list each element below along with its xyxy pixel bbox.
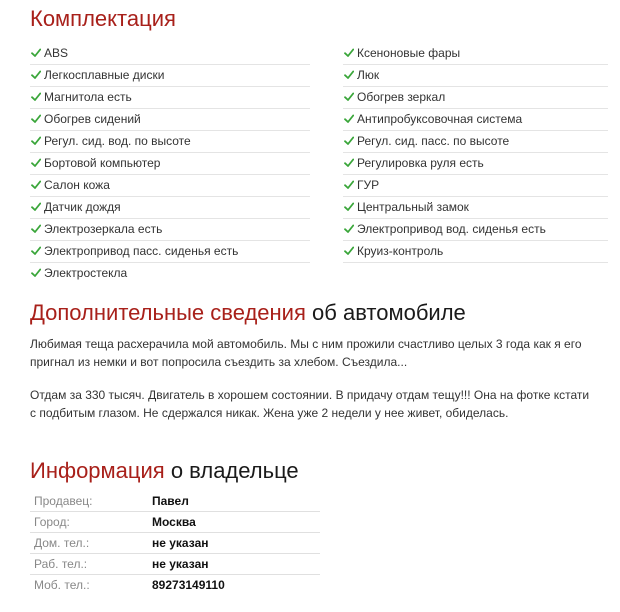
checkmark-icon	[344, 158, 354, 168]
equipment-item-label: Легкосплавные диски	[44, 68, 165, 82]
equipment-item-label: Обогрев сидений	[44, 112, 141, 126]
owner-info-table	[30, 491, 320, 595]
description-paragraph-2: Отдам за 330 тысяч. Двигатель в хорошем состоянии. В придачу отдам тещу!!! Она на фотке кстати с подбитым глазом. Не сдержался никак. Жена уже 2 недели у нее живет, обиделась.	[30, 388, 590, 420]
checkmark-icon	[344, 224, 354, 234]
owner-info-row	[30, 575, 320, 595]
owner-info-row	[30, 554, 320, 575]
checkmark-icon	[31, 136, 41, 146]
owner-info-row	[30, 491, 320, 512]
checkmark-icon	[31, 180, 41, 190]
checkmark-icon	[344, 48, 354, 58]
equipment-item-label: ABS	[44, 46, 69, 60]
equipment-item	[30, 175, 310, 197]
checkmark-icon	[344, 92, 354, 102]
checkmark-icon	[344, 246, 354, 256]
owner-info-row	[30, 512, 320, 533]
equipment-item	[30, 109, 310, 131]
equipment-item-label: Магнитола есть	[44, 90, 132, 104]
additional-info-title	[30, 300, 466, 326]
description-paragraph-1: Любимая теща расхерачила мой автомобиль. Мы с ним прожили счастливо целых 3 года как я его пригнал из немки и вот попросила съездить за хлебом. Съездила...	[30, 337, 582, 369]
checkmark-icon	[31, 158, 41, 168]
equipment-item-label: Ксеноновые фары	[357, 46, 461, 60]
equipment-item	[343, 219, 608, 241]
checkmark-icon	[31, 92, 41, 102]
equipment-title: Комплектация	[30, 6, 176, 31]
equipment-item-label: Обогрев зеркал	[357, 90, 446, 104]
checkmark-icon	[344, 114, 354, 124]
owner-info-value: 89273149110	[152, 578, 225, 592]
equipment-item	[343, 65, 608, 87]
equipment-column-left	[30, 43, 310, 284]
owner-info-value: не указан	[152, 557, 209, 571]
owner-info-title-main: Информация	[30, 458, 165, 483]
owner-info-title-suffix: о владельце	[170, 458, 299, 483]
equipment-item	[343, 153, 608, 175]
checkmark-icon	[31, 202, 41, 212]
equipment-item-label: Датчик дождя	[44, 200, 121, 214]
equipment-item-label: ГУР	[357, 178, 380, 192]
checkmark-icon	[31, 224, 41, 234]
equipment-item	[343, 197, 608, 219]
owner-info-title	[30, 458, 299, 484]
equipment-item-label: Электропривод вод. сиденья есть	[357, 222, 546, 236]
owner-info-label: Раб. тел.:	[34, 557, 88, 571]
equipment-item-label: Антипробуксовочная система	[357, 112, 523, 126]
checkmark-icon	[344, 136, 354, 146]
checkmark-icon	[31, 268, 41, 278]
owner-info-label: Продавец:	[34, 494, 93, 508]
equipment-column-right	[343, 43, 608, 284]
checkmark-icon	[31, 70, 41, 80]
checkmark-icon	[31, 48, 41, 58]
additional-info-title-suffix: об автомобиле	[312, 300, 466, 325]
equipment-item-label: Электрозеркала есть	[44, 222, 163, 236]
equipment-item-label: Регулировка руля есть	[357, 156, 484, 170]
checkmark-icon	[31, 246, 41, 256]
owner-info-value: Павел	[152, 494, 189, 508]
owner-info-label: Дом. тел.:	[34, 536, 90, 550]
equipment-item-label: Бортовой компьютер	[44, 156, 161, 170]
equipment-item	[30, 153, 310, 175]
equipment-item	[30, 197, 310, 219]
equipment-item	[30, 43, 310, 65]
equipment-item	[343, 175, 608, 197]
owner-info-row	[30, 533, 320, 554]
equipment-item	[30, 131, 310, 153]
equipment-item-label: Салон кожа	[44, 178, 110, 192]
checkmark-icon	[31, 114, 41, 124]
equipment-item-label: Круиз-контроль	[357, 244, 444, 258]
equipment-item	[343, 241, 608, 263]
equipment-item	[343, 109, 608, 131]
equipment-item	[30, 65, 310, 87]
equipment-item	[30, 263, 310, 284]
equipment-item	[343, 131, 608, 153]
checkmark-icon	[344, 180, 354, 190]
equipment-item	[30, 87, 310, 109]
owner-info-label: Город:	[34, 515, 70, 529]
checkmark-icon	[344, 70, 354, 80]
equipment-list	[30, 43, 608, 284]
owner-info-value: Москва	[152, 515, 196, 529]
equipment-item	[343, 43, 608, 65]
owner-info-label: Моб. тел.:	[34, 578, 90, 592]
equipment-item-label: Люк	[357, 68, 380, 82]
equipment-item	[30, 241, 310, 263]
equipment-item-label: Регул. сид. пасс. по высоте	[357, 134, 510, 148]
additional-info-title-main: Дополнительные сведения	[30, 300, 306, 325]
owner-info-value: не указан	[152, 536, 209, 550]
equipment-item	[30, 219, 310, 241]
equipment-item-label: Электростекла	[44, 266, 128, 280]
equipment-item-label: Электропривод пасс. сиденья есть	[44, 244, 239, 258]
checkmark-icon	[344, 202, 354, 212]
equipment-item-label: Центральный замок	[357, 200, 469, 214]
equipment-item-label: Регул. сид. вод. по высоте	[44, 134, 191, 148]
equipment-item	[343, 87, 608, 109]
